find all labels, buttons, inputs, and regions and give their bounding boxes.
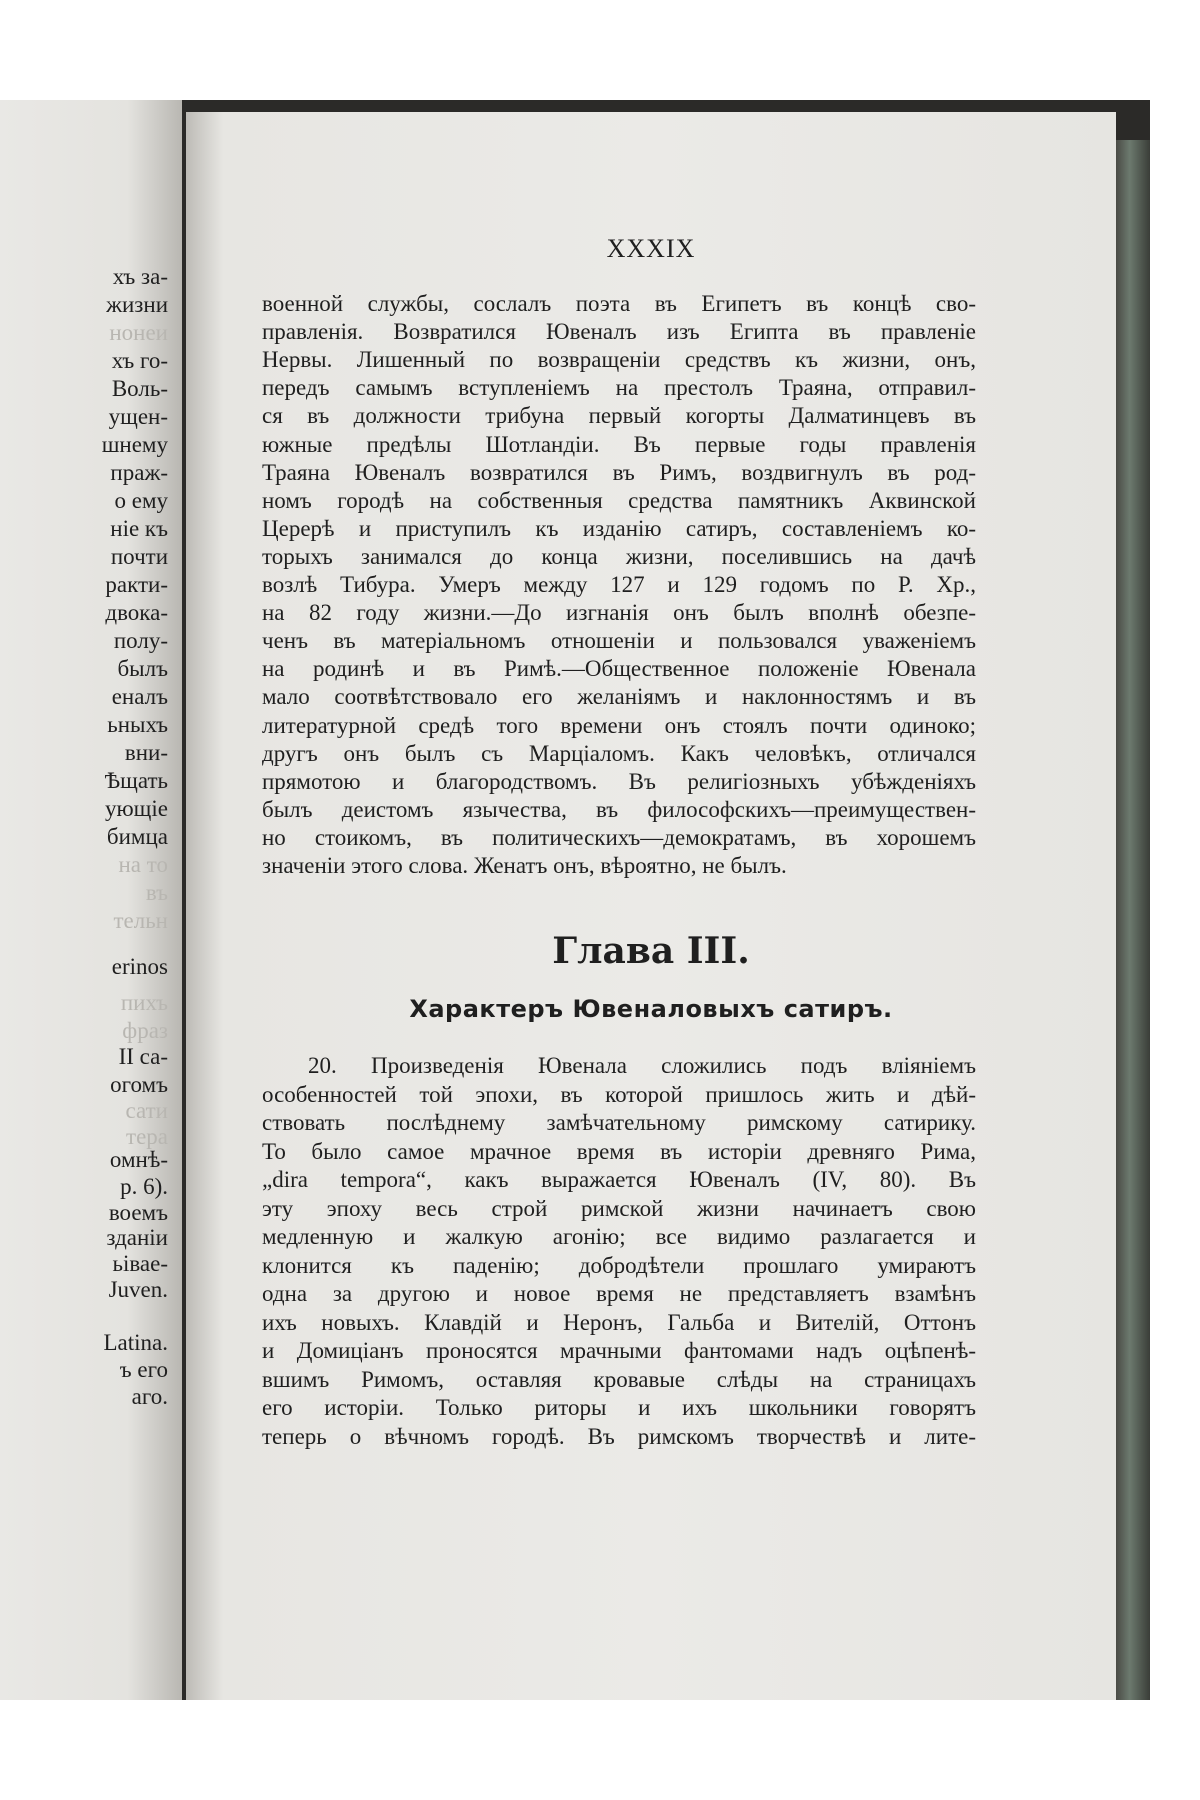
text-line: 20. Произведенія Ювенала сложились подъ вліяніемъ bbox=[308, 1053, 976, 1078]
left-page-line: ьныхъ bbox=[107, 712, 168, 737]
left-page-line: жизни bbox=[106, 292, 168, 317]
text-line: Церерѣ и приступилъ къ изданію сатиръ, составленіемъ ко- bbox=[262, 515, 976, 541]
text-line: на родинѣ и въ Римѣ.—Общественное положеніе Ювенала bbox=[262, 656, 976, 682]
left-page-line: ущен- bbox=[108, 404, 168, 429]
left-page-line: полу- bbox=[113, 628, 168, 653]
left-page-line: о ему bbox=[114, 488, 168, 513]
text-line: медленную и жалкую агонію; все видимо разлагается и bbox=[262, 1224, 976, 1249]
left-page-line: Juven. bbox=[108, 1277, 168, 1302]
left-page-line: зданіи bbox=[106, 1225, 168, 1250]
text-line: передъ самымъ вступленіемъ на престолъ Траяна, отправил- bbox=[262, 375, 976, 401]
chapter-heading: Глава III. bbox=[552, 930, 750, 972]
open-book bbox=[0, 100, 1150, 1700]
text-line: прямотою и благородствомъ. Въ религіозныхъ убѣжденіяхъ bbox=[262, 768, 976, 794]
text-line: былъ деистомъ язычества, въ философскихъ—преимуществен- bbox=[262, 796, 976, 822]
left-page-line: былъ bbox=[117, 656, 168, 681]
left-page-line: фраз bbox=[122, 1018, 168, 1043]
left-page-line: тера bbox=[126, 1124, 168, 1149]
left-page-line: хъ го- bbox=[111, 348, 168, 373]
text-line: военной службы, сослалъ поэта въ Египетъ въ концѣ сво- bbox=[262, 291, 976, 316]
left-page-line: ьівае- bbox=[112, 1251, 168, 1276]
left-page-line: почти bbox=[110, 544, 168, 569]
text-line: То было самое мрачное время въ исторіи древняго Рима, bbox=[262, 1138, 976, 1164]
left-page-line: Воль- bbox=[111, 376, 168, 401]
left-page-line: бимца bbox=[106, 824, 168, 849]
text-line: южные предѣлы Шотландіи. Въ первые годы правленія bbox=[262, 431, 976, 457]
text-line: ся въ должности трибуна первый когорты Далматинцевъ въ bbox=[262, 403, 976, 429]
left-page-line: II са- bbox=[118, 1044, 168, 1069]
left-page-line: сати bbox=[125, 1098, 168, 1123]
text-line: но стоикомъ, въ политическихъ—демократамъ, въ хорошемъ bbox=[262, 824, 976, 850]
left-page-line: нонеи bbox=[109, 320, 168, 345]
book-cover-edge bbox=[1116, 140, 1150, 1700]
text-line: вшимъ Римомъ, оставляя кровавые слѣды на страницахъ bbox=[262, 1366, 976, 1392]
left-page-line: въ bbox=[145, 880, 168, 905]
left-page-line: аго. bbox=[131, 1384, 168, 1409]
text-line: эту эпоху весь строй римской жизни начинаетъ свою bbox=[262, 1195, 976, 1221]
left-page-line: erinos bbox=[111, 954, 168, 979]
text-line: Нервы. Лишенный по возвращеніи средствъ къ жизни, онъ, bbox=[262, 347, 976, 373]
text-line: номъ городѣ на собственныя средства памятникъ Аквинской bbox=[262, 487, 976, 513]
text-line: на 82 году жизни.—До изгнанія онъ былъ вполнѣ обезпе- bbox=[262, 600, 976, 626]
left-page-line: хъ за- bbox=[112, 264, 168, 289]
right-page bbox=[186, 112, 1116, 1700]
left-page bbox=[0, 100, 182, 1700]
left-page-line: воемъ bbox=[108, 1200, 168, 1225]
text-line: особенностей той эпохи, въ которой пришлось жить и дѣй- bbox=[262, 1081, 976, 1107]
left-page-line: ъ его bbox=[119, 1357, 168, 1382]
left-page-line: ніе къ bbox=[110, 516, 168, 541]
text-line: другъ онъ былъ съ Марціаломъ. Какъ человѣкъ, отличался bbox=[262, 740, 976, 766]
left-page-line: еналъ bbox=[111, 684, 168, 709]
text-line: клонится къ паденію; добродѣтели прошлаго умираютъ bbox=[262, 1252, 976, 1278]
left-page-line: омнѣ- bbox=[109, 1147, 168, 1172]
left-page-line: тельн bbox=[113, 908, 168, 933]
text-line: Траяна Ювеналъ возвратился въ Римъ, воздвигнулъ въ род- bbox=[262, 459, 976, 485]
text-line: ихъ новыхъ. Клавдій и Неронъ, Гальба и Вителій, Оттонъ bbox=[262, 1309, 976, 1335]
left-page-line: вни- bbox=[124, 740, 168, 765]
page-number: XXXIX bbox=[606, 234, 696, 263]
left-page-line: Latina. bbox=[103, 1330, 168, 1355]
text-line: литературной средѣ того времени онъ стоялъ почти одиноко; bbox=[262, 712, 976, 738]
text-line: теперь о вѣчномъ городѣ. Въ римскомъ творчествѣ и лите- bbox=[262, 1423, 976, 1449]
left-page-line: двока- bbox=[105, 600, 168, 625]
text-line: правленія. Возвратился Ювеналъ изъ Египта въ правленіе bbox=[262, 319, 976, 345]
text-line: ченъ въ матеріальномъ отношеніи и пользовался уваженіемъ bbox=[262, 628, 976, 654]
text-line: и Домиціанъ проносятся мрачными фантомами надъ оцѣпенѣ- bbox=[262, 1338, 976, 1363]
text-line: возлѣ Тибура. Умеръ между 127 и 129 годомъ по Р. Хр., bbox=[262, 572, 976, 597]
left-page-line: Ѣщать bbox=[104, 768, 168, 793]
text-line: ствовать послѣднему замѣчательному римскому сатирику. bbox=[262, 1110, 976, 1135]
text-line: значеніи этого слова. Женатъ онъ, вѣроятно, не былъ. bbox=[262, 853, 787, 878]
left-page-line: шнему bbox=[101, 432, 168, 457]
text-line: одна за другою и новое время не представляетъ взамѣнъ bbox=[262, 1281, 976, 1306]
left-page-line: p. 6). bbox=[120, 1174, 168, 1199]
left-page-line: ующіе bbox=[105, 796, 168, 821]
text-line: торыхъ занимался до конца жизни, поселившись на дачѣ bbox=[262, 543, 976, 569]
left-page-line: пихъ bbox=[120, 990, 168, 1015]
left-page-line: на то bbox=[118, 852, 168, 877]
chapter-subtitle: Характеръ Ювеналовыхъ сатиръ. bbox=[409, 995, 893, 1023]
left-page-line: ракти- bbox=[105, 572, 168, 597]
text-line: „dira tempora“, какъ выражается Ювеналъ (IV, 80). Въ bbox=[262, 1167, 976, 1192]
left-page-line: огомъ bbox=[110, 1072, 168, 1097]
text-line: мало соотвѣтствовало его желаніямъ и наклонностямъ и въ bbox=[262, 684, 976, 710]
left-page-line: праж- bbox=[110, 460, 168, 485]
text-line: его исторіи. Только риторы и ихъ школьники говорятъ bbox=[262, 1395, 976, 1420]
